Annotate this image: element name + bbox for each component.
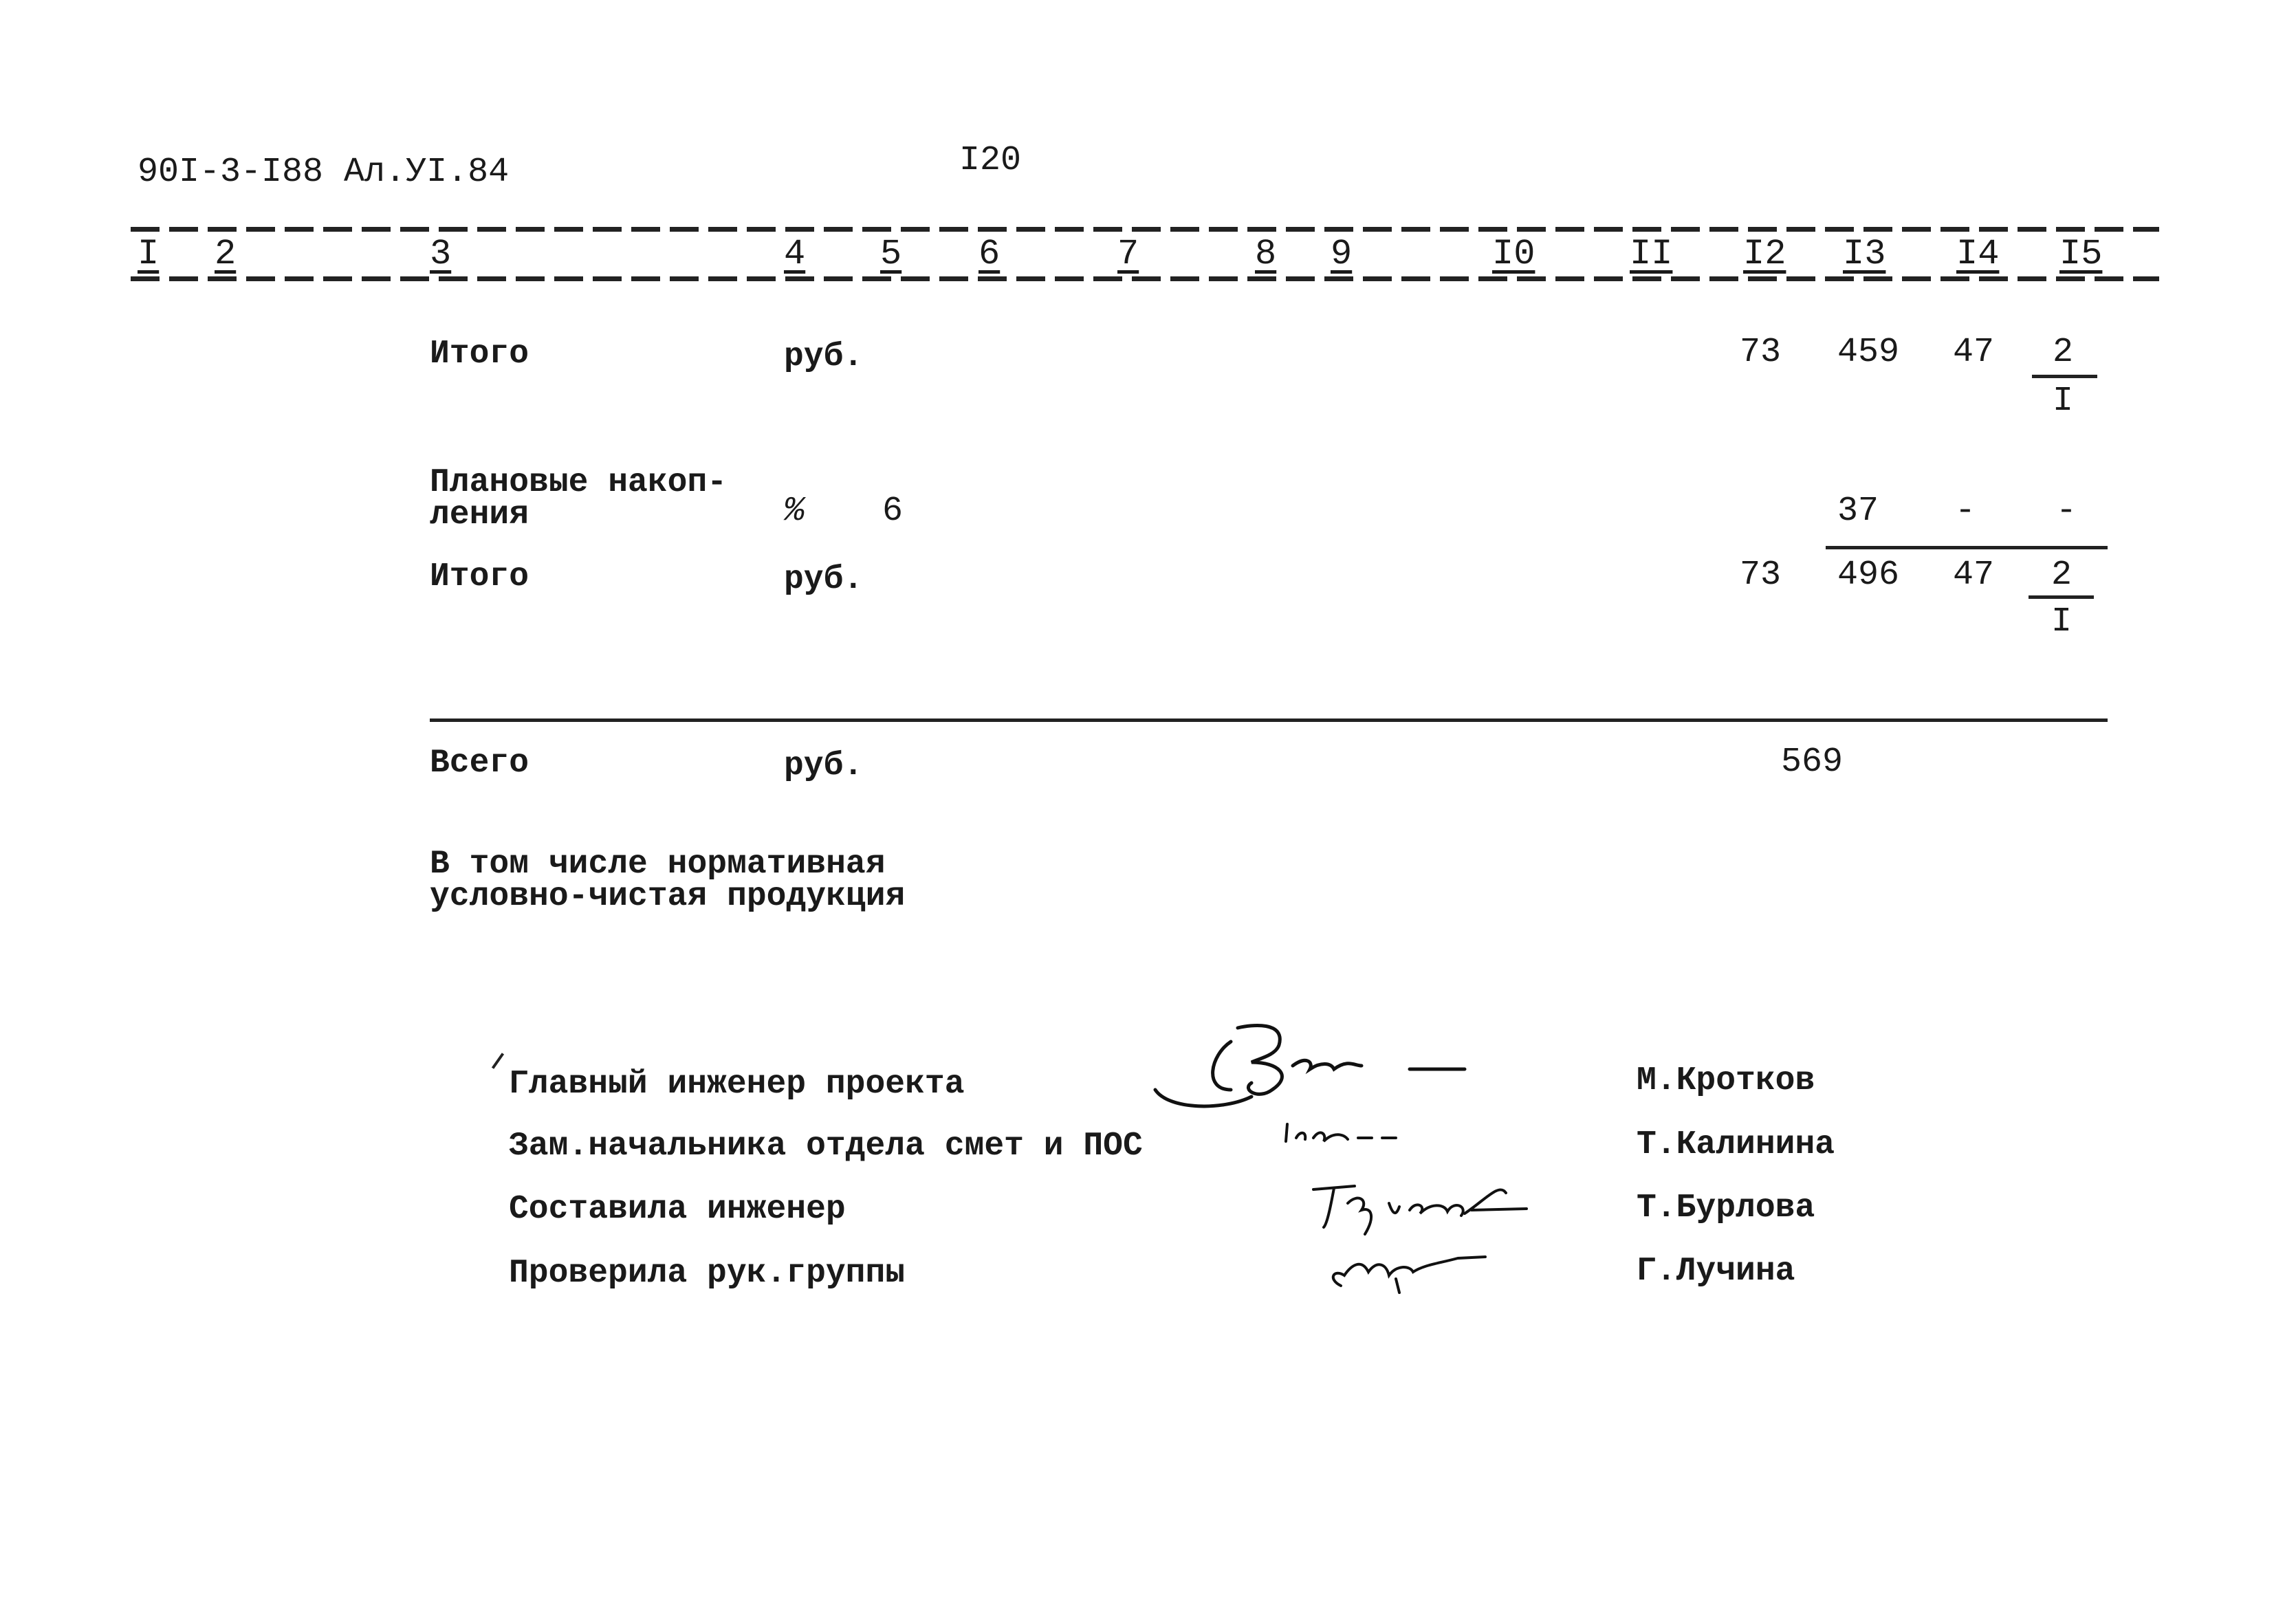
cell-col13: 496 — [1837, 556, 1900, 595]
column-header: 8 — [1255, 234, 1277, 274]
grand-total: 569 — [1781, 743, 1844, 782]
column-header: 3 — [430, 234, 452, 274]
row-label: Плановые накоп- — [430, 464, 728, 501]
cell-col12: 73 — [1740, 333, 1782, 372]
row-label: Итого — [430, 336, 529, 373]
row-label: Итого — [430, 558, 529, 595]
cell-col15-numerator: 2 — [2051, 556, 2073, 595]
column-header: I3 — [1843, 234, 1886, 274]
column-header: I0 — [1492, 234, 1535, 274]
column-header: 9 — [1331, 234, 1353, 274]
row-label: ления — [430, 496, 529, 534]
cell-col15-denominator: I — [2051, 602, 2073, 641]
note-line: В том числе нормативная — [430, 846, 886, 883]
cell-col5: 6 — [882, 492, 904, 531]
column-header: 7 — [1117, 234, 1139, 274]
handwritten-signature — [1279, 1110, 1458, 1159]
header-bottom-rule — [131, 276, 2159, 281]
cell-col15-denominator: I — [2053, 382, 2074, 421]
handwritten-signature — [1320, 1238, 1499, 1299]
handwritten-signature — [1307, 1169, 1533, 1244]
subtotal-rule — [1826, 546, 2108, 549]
signature-title: Главный инженер проекта — [509, 1066, 965, 1103]
cell-col14: 47 — [1953, 556, 1995, 595]
page-number: I20 — [959, 141, 1022, 180]
cell-col15-numerator: 2 — [2053, 333, 2074, 372]
cell-col14: 47 — [1953, 333, 1995, 372]
handwritten-signature — [1148, 1014, 1492, 1124]
column-header: I — [138, 234, 160, 274]
cell-col15: - — [2056, 492, 2077, 531]
row-unit: руб. — [784, 338, 864, 375]
column-header: I4 — [1956, 234, 2000, 274]
signature-title: Проверила рук.группы — [509, 1255, 906, 1292]
column-header: 5 — [880, 234, 902, 274]
row-unit: руб. — [784, 561, 864, 598]
note-line: условно-чистая продукция — [430, 878, 906, 915]
tick-mark — [492, 1053, 504, 1069]
document-code: 90I-3-I88 Ал.УI.84 — [138, 153, 510, 192]
column-header: I5 — [2059, 234, 2103, 274]
fraction-bar — [2029, 595, 2094, 599]
signature-name: Т.Калинина — [1637, 1126, 1835, 1163]
column-header: II — [1630, 234, 1673, 274]
signature-name: М.Кротков — [1637, 1062, 1815, 1099]
column-header: 6 — [979, 234, 1001, 274]
column-header: 4 — [784, 234, 806, 274]
cell-col14: - — [1955, 492, 1976, 531]
row-label: Всего — [430, 745, 529, 782]
fraction-bar — [2032, 375, 2097, 378]
row-unit: % — [784, 492, 805, 531]
signature-name: Т.Бурлова — [1637, 1189, 1815, 1227]
column-header: 2 — [215, 234, 237, 274]
cell-col13: 459 — [1837, 333, 1900, 372]
total-rule — [430, 718, 2108, 722]
signature-title: Составила инженер — [509, 1191, 846, 1228]
signature-name: Г.Лучина — [1637, 1253, 1795, 1290]
cell-col12: 73 — [1740, 556, 1782, 595]
row-unit: руб. — [784, 747, 864, 784]
signature-title: Зам.начальника отдела смет и ПОС — [509, 1128, 1143, 1165]
column-header: I2 — [1743, 234, 1786, 274]
cell-col13: 37 — [1837, 492, 1879, 531]
header-top-rule — [131, 227, 2159, 232]
